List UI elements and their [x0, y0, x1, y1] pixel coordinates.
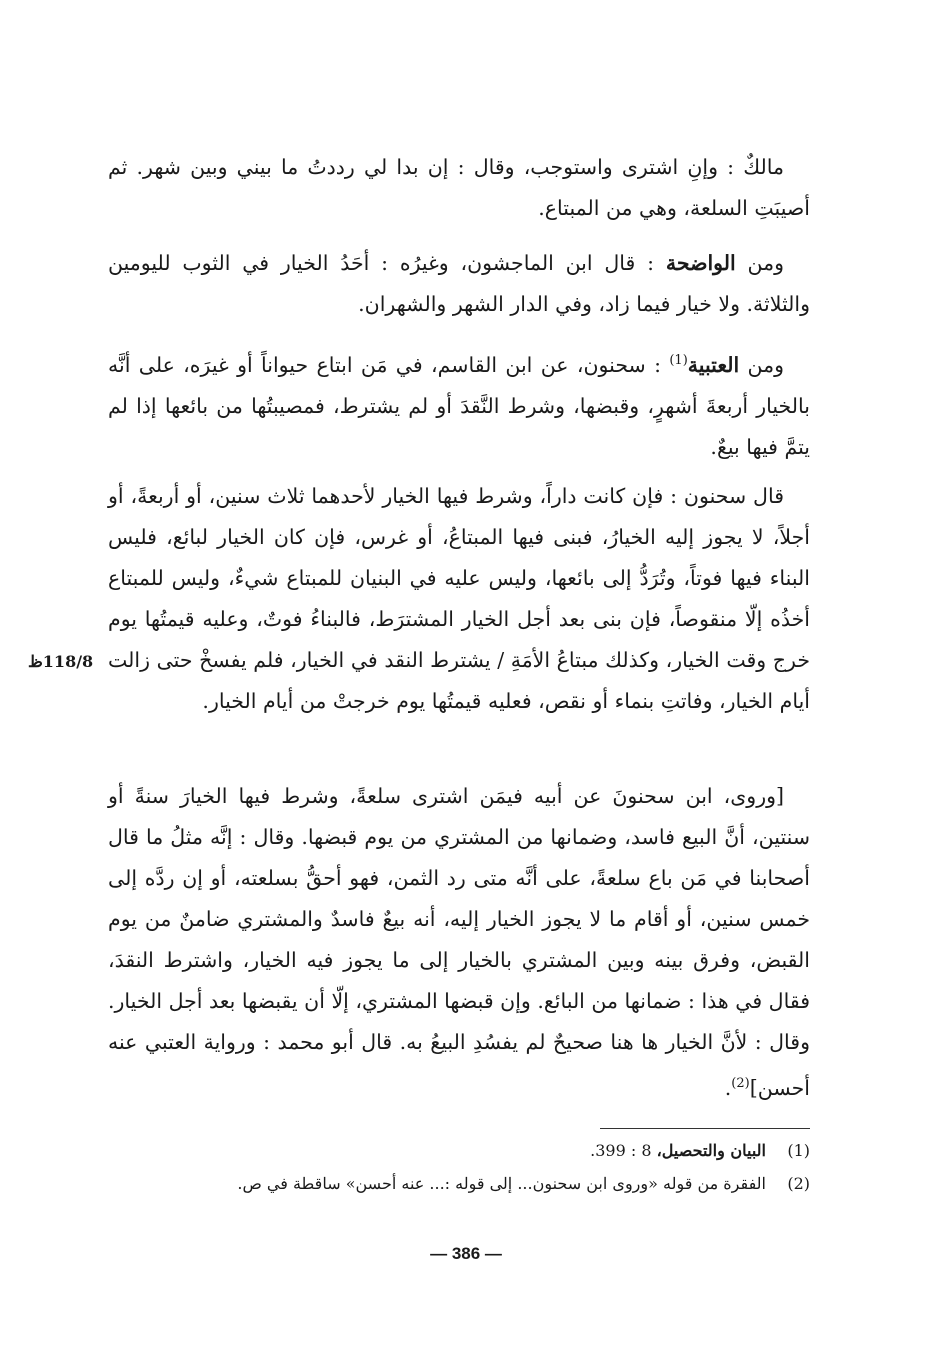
paragraph-lead: ومن: [735, 251, 784, 275]
manuscript-folio-note: 118/8ظ: [28, 652, 94, 671]
footnote-marker: (1): [669, 353, 688, 368]
paragraph-utbiyya: [108, 340, 810, 468]
footnote-separator: [600, 1128, 810, 1129]
paragraph-text: مالكٌ : وإنِ اشترى واستوجب، وقال : إن بدا لي رددتُ ما بيني وبين شهر. ثم أصيبَتِ السلعة، وهي من المبتاع.: [108, 155, 810, 220]
source-title: العتبية: [687, 352, 740, 377]
paragraph-riwaya: [108, 776, 810, 1109]
paragraph-lead: ومن: [739, 352, 784, 377]
paragraph-text: [وروى، ابن سحنونَ عن أبيه فيمَن اشترى سلعةً، وشرط فيها الخيارَ سنةً أو سنتين، أنَّ البيع فاسد، وضمانها من المشتري من يوم قبضها. وقال : إنَّه مثلُ ما قال أصحابنا في مَن باع سلعةً، على أنَّه متى رد الثمن، فهو أحقُّ بسلعته، أو إن ردَّه إلى خمس سنين، أو أقام ما لا يجوز الخيار إليه، أنه بيعٌ فاسدٌ والمشتري ضامنٌ من يوم القبض، وفرق بينه وبين المشتري بالخيار إلى ما يجوز فيه الخيار، واشترط النقدَ، فقال في هذا : ضمانها من البائع. وإن قبضها المشتري، إلّا أن يقبضها بعد أجل الخيار. وقال : لأنَّ الخيار ها هنا صحيحٌ لم يفسُدِ البيعُ به. قال أبو محمد : ورواية العتبي عنه أحسن]: [108, 784, 810, 1100]
footnote-text: 8 : 399.: [590, 1141, 657, 1160]
paragraph-text: : قال ابن الماجشون، وغيرُه : أحَدُ الخيار في الثوب لليومين والثلاثة. ولا خيار فيما زاد، وفي الدار الشهر والشهران.: [108, 251, 810, 316]
paragraph-sahnun: [108, 476, 810, 722]
footnote-source: البيان والتحصيل،: [656, 1141, 766, 1160]
footnote-number: (2): [787, 1174, 810, 1193]
paragraph-malik: [108, 147, 810, 229]
paragraph-end: .: [724, 1075, 732, 1100]
page-number: — 386 —: [430, 1244, 502, 1263]
footnote-1: [180, 1138, 810, 1164]
footnote-text: الفقرة من قوله «وروى ابن سحنون... إلى قوله :... عنه أحسن» ساقطة في ص.: [237, 1174, 766, 1193]
paragraph-text: قال سحنون : فإن كانت داراً، وشرط فيها الخيار لأحدهما ثلاث سنين، أو أربعةً، أو أجلاً، لا يجوز إليه الخيارُ، فبنى فيها المبتاعُ، أو غرس، فإن كان الخيار لبائع، فليس البناء فيها فوتاً، وتُرَدُّ إلى بائعها، وليس عليه في البنيان للمبتاع شيءٌ، وليس للمبتاع أخذُه إلّا منقوصاً، فإن بنى بعد أجل الخيار المشترَط، فالبناءُ فوتٌ، وعليه قيمتُها يوم خرج وقت الخيار، وكذلك مبتاعُ الأمَةِ / يشترط النقد في الخيار، فلم يفسخْ حتى زالت أيام الخيار، وفاتتِ بنماء أو نقص، فعليه قيمتُها يوم خرجتْ من أيام الخيار.: [108, 484, 810, 713]
footnote-2: [180, 1171, 810, 1197]
source-title: الواضحة: [665, 251, 736, 275]
paragraph-text: : سحنون، عن ابن القاسم، في مَن ابتاع حيواناً أو غيرَه، على أنَّه بالخيار أربعةَ أشهرٍ، وقبضها، وشرط النَّقدَ أو لم يشترط، فمصيبتُها من بائعها إذا لم يتمَّ فيها بيعٌ.: [108, 352, 810, 459]
footnote-marker: (2): [731, 1076, 750, 1091]
footnote-number: (1): [787, 1141, 810, 1160]
paragraph-wadiha: [108, 243, 810, 325]
